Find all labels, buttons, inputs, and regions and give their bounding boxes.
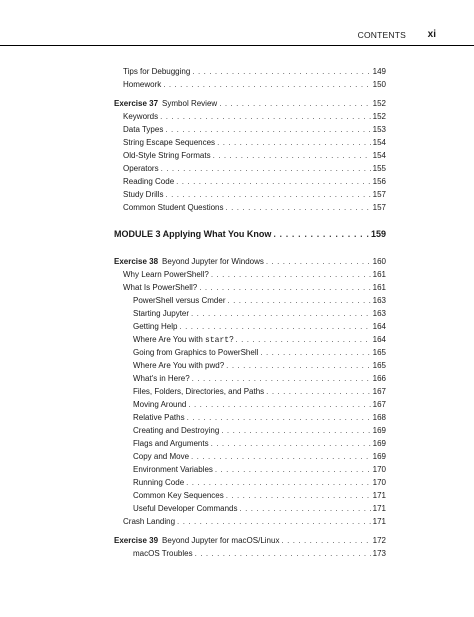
dot-leader	[219, 97, 370, 110]
toc-page-number: 173	[372, 549, 386, 558]
toc-entry-title	[133, 437, 209, 450]
toc-entry-text: Relative Paths	[133, 413, 185, 422]
dot-leader	[165, 123, 370, 136]
toc-page-number: 166	[372, 374, 386, 383]
toc-subsection-entry[interactable]	[114, 489, 386, 502]
toc-subsection-entry[interactable]	[114, 398, 386, 411]
toc-entry-text: Files, Folders, Directories, and Paths	[133, 387, 265, 396]
toc-entry-text: Where Are You with pwd?	[133, 361, 225, 370]
toc-page-number: 159	[370, 229, 386, 239]
toc-section-entry[interactable]	[114, 281, 386, 294]
toc-entry-title	[133, 411, 185, 424]
toc-entry-title	[133, 320, 177, 333]
toc-subsection-entry[interactable]	[114, 359, 386, 372]
toc-entry-text: Symbol Review	[162, 99, 218, 108]
dot-leader	[260, 346, 370, 359]
toc-page-number: 150	[372, 80, 386, 89]
toc-entry-title	[114, 97, 217, 110]
dot-leader	[240, 502, 371, 515]
toc-subsection-entry[interactable]	[114, 385, 386, 398]
toc-subsection-entry[interactable]	[114, 320, 386, 333]
toc-page-number: 171	[372, 491, 386, 500]
toc-page-number: 155	[372, 164, 386, 173]
toc-entry-title	[123, 65, 190, 78]
toc-entry-title	[123, 78, 161, 91]
toc-page-number: 165	[372, 348, 386, 357]
toc-section-entry[interactable]	[114, 78, 386, 91]
dot-leader	[192, 372, 371, 385]
toc-entry-title	[123, 188, 163, 201]
toc-entry-title	[133, 398, 186, 411]
toc-page-number: 167	[372, 400, 386, 409]
toc-subsection-entry[interactable]	[114, 463, 386, 476]
toc-entry-title	[123, 281, 197, 294]
toc-entry-title	[133, 502, 238, 515]
toc-section-entry[interactable]	[114, 110, 386, 123]
toc-entry-text: Study Drills	[123, 190, 164, 199]
dot-leader	[176, 175, 370, 188]
toc-entry-text: Where Are You with	[133, 335, 206, 344]
running-head-page-number: xi	[427, 29, 436, 40]
toc-subsection-entry[interactable]	[114, 450, 386, 463]
toc-subsection-entry[interactable]	[114, 424, 386, 437]
toc-page-number: 171	[372, 504, 386, 513]
toc-page-number: 157	[372, 203, 386, 212]
toc-entry-text: Running Code	[133, 478, 185, 487]
dot-leader	[211, 437, 371, 450]
toc-page-number: 172	[372, 536, 386, 545]
toc-section-entry[interactable]	[114, 65, 386, 78]
dot-leader	[211, 268, 371, 281]
dot-leader	[163, 78, 370, 91]
toc-subsection-entry[interactable]	[114, 437, 386, 450]
toc-exercise-entry[interactable]	[114, 97, 386, 110]
dot-leader	[165, 188, 370, 201]
toc-entry-text: Reading Code	[123, 177, 175, 186]
toc-page-number: 170	[372, 465, 386, 474]
toc-entry-text: Flags and Arguments	[133, 439, 209, 448]
toc-page-number: 163	[372, 296, 386, 305]
dot-leader	[221, 424, 370, 437]
toc-entry-text: What Is PowerShell?	[123, 283, 198, 292]
toc-entry-title	[133, 307, 189, 320]
dot-leader	[226, 359, 370, 372]
toc-page-number: 168	[372, 413, 386, 422]
toc-entry-title	[133, 294, 225, 307]
toc-entry-title	[133, 489, 224, 502]
dot-leader	[266, 255, 371, 268]
dot-leader	[195, 547, 371, 560]
dot-leader	[227, 294, 370, 307]
exercise-number: Exercise 39	[114, 536, 159, 545]
toc-page-number: 161	[372, 270, 386, 279]
toc-section-entry[interactable]	[114, 162, 386, 175]
toc-subsection-entry[interactable]	[114, 346, 386, 359]
toc-entry-text: Why Learn PowerShell?	[123, 270, 209, 279]
toc-page-number: 167	[372, 387, 386, 396]
toc-entry-title	[133, 385, 264, 398]
toc-entry-title	[123, 123, 163, 136]
toc-page-number: 164	[372, 322, 386, 331]
toc-spacer	[114, 242, 386, 255]
toc-subsection-entry[interactable]	[114, 294, 386, 307]
toc-spacer	[114, 214, 386, 227]
toc-page-number: 156	[372, 177, 386, 186]
toc-section-entry[interactable]	[114, 268, 386, 281]
toc-exercise-entry[interactable]	[114, 534, 386, 547]
dot-leader	[191, 450, 371, 463]
dot-leader	[186, 476, 370, 489]
toc-page-number: 169	[372, 452, 386, 461]
toc-entry-text: What's in Here?	[133, 374, 190, 383]
toc-entry-text: Environment Variables	[133, 465, 213, 474]
toc-subsection-entry[interactable]	[114, 547, 386, 560]
toc-section-entry[interactable]	[114, 149, 386, 162]
toc-entry-text: Beyond Jupyter for Windows	[162, 257, 264, 266]
toc-exercise-entry[interactable]	[114, 255, 386, 268]
toc-page-number: 169	[372, 439, 386, 448]
toc-entry-title	[123, 515, 175, 528]
toc-entry-text: Getting Help	[133, 322, 178, 331]
toc-page-number: 154	[372, 138, 386, 147]
toc-page-number: 153	[372, 125, 386, 134]
toc-page-number: 163	[372, 309, 386, 318]
toc-entry-title	[133, 424, 219, 437]
toc-page-number: 154	[372, 151, 386, 160]
toc-page-number: 161	[372, 283, 386, 292]
toc-entry-text: MODULE 3 Applying What You Know	[114, 229, 272, 239]
toc-entry-title	[133, 372, 190, 385]
toc-entry-text: Operators	[123, 164, 159, 173]
toc-entry-suffix: ?	[229, 335, 234, 344]
toc-entry-text: macOS Troubles	[133, 549, 193, 558]
dot-leader	[187, 411, 371, 424]
toc-section-entry[interactable]	[114, 515, 386, 528]
toc-page-number: 160	[372, 257, 386, 266]
toc-subsection-entry[interactable]	[114, 372, 386, 385]
toc-page-number: 152	[372, 99, 386, 108]
exercise-number: Exercise 37	[114, 99, 159, 108]
dot-leader	[281, 534, 370, 547]
toc-entry-title	[133, 346, 258, 359]
dot-leader	[179, 320, 370, 333]
toc-page-number: 152	[372, 112, 386, 121]
dot-leader	[236, 333, 371, 346]
toc-entry-title	[123, 110, 158, 123]
running-head	[0, 30, 474, 44]
toc-entry-text: Useful Developer Commands	[133, 504, 238, 513]
dot-leader	[161, 162, 371, 175]
dot-leader	[199, 281, 370, 294]
toc-entry-text: Moving Around	[133, 400, 187, 409]
toc-entry-text: Common Key Sequences	[133, 491, 224, 500]
toc-entry-text: Starting Jupyter	[133, 309, 190, 318]
dot-leader	[215, 463, 371, 476]
running-head-label: CONTENTS	[357, 30, 406, 40]
dot-leader	[191, 307, 371, 320]
toc-page-number: 170	[372, 478, 386, 487]
toc-entry-title	[123, 268, 209, 281]
dot-leader	[188, 398, 370, 411]
toc-subsection-entry[interactable]	[114, 307, 386, 320]
toc-entry-title	[114, 534, 279, 547]
toc-section-entry[interactable]	[114, 123, 386, 136]
toc-entry-title	[133, 547, 193, 560]
toc-entry-title	[133, 359, 224, 372]
toc-entry-title	[133, 450, 189, 463]
dot-leader	[226, 489, 371, 502]
toc-entry-text: Beyond Jupyter for macOS/Linux	[162, 536, 280, 545]
toc-entry-text: Keywords	[123, 112, 159, 121]
toc-subsection-entry[interactable]	[114, 333, 386, 346]
toc-entry-code: start	[205, 336, 230, 345]
toc-page-number: 169	[372, 426, 386, 435]
dot-leader	[192, 65, 370, 78]
dot-leader	[226, 201, 371, 214]
toc-entry-title	[114, 227, 271, 242]
dot-leader	[266, 385, 370, 398]
toc-section-entry[interactable]	[114, 188, 386, 201]
dot-leader	[213, 149, 371, 162]
toc-entry-text: Data Types	[123, 125, 164, 134]
exercise-number: Exercise 38	[114, 257, 159, 266]
toc-page-number: 157	[372, 190, 386, 199]
toc-entry-text: Crash Landing	[123, 517, 176, 526]
toc-page-number: 165	[372, 361, 386, 370]
dot-leader	[160, 110, 371, 123]
toc-entry-text: String Escape Sequences	[123, 138, 216, 147]
toc-entry-title	[133, 333, 234, 347]
toc-section-entry[interactable]	[114, 201, 386, 214]
toc-page-number: 171	[372, 517, 386, 526]
toc-entry-text: PowerShell versus Cmder	[133, 296, 226, 305]
toc-entry-text: Common Student Questions	[123, 203, 224, 212]
toc-page-number: 164	[372, 335, 386, 344]
toc-entry-text: Going from Graphics to PowerShell	[133, 348, 259, 357]
dot-leader	[273, 227, 369, 242]
toc-entry-title	[123, 175, 174, 188]
table-of-contents	[114, 65, 386, 560]
toc-entry-text: Creating and Destroying	[133, 426, 220, 435]
toc-entry-text: Copy and Move	[133, 452, 190, 461]
header-rule	[0, 45, 474, 46]
toc-subsection-entry[interactable]	[114, 476, 386, 489]
toc-entry-title	[133, 463, 213, 476]
dot-leader	[177, 515, 371, 528]
toc-entry-title	[123, 136, 215, 149]
toc-subsection-entry[interactable]	[114, 502, 386, 515]
toc-section-entry[interactable]	[114, 136, 386, 149]
toc-module-heading[interactable]	[114, 227, 386, 242]
toc-entry-text: Homework	[123, 80, 162, 89]
toc-entry-title	[123, 149, 211, 162]
toc-entry-title	[114, 255, 264, 268]
toc-entry-text: Old-Style String Formats	[123, 151, 211, 160]
toc-entry-title	[123, 162, 159, 175]
dot-leader	[217, 136, 371, 149]
toc-subsection-entry[interactable]	[114, 411, 386, 424]
toc-section-entry[interactable]	[114, 175, 386, 188]
toc-entry-title	[133, 476, 184, 489]
toc-entry-text: Tips for Debugging	[123, 67, 191, 76]
toc-entry-title	[123, 201, 224, 214]
toc-page-number: 149	[372, 67, 386, 76]
